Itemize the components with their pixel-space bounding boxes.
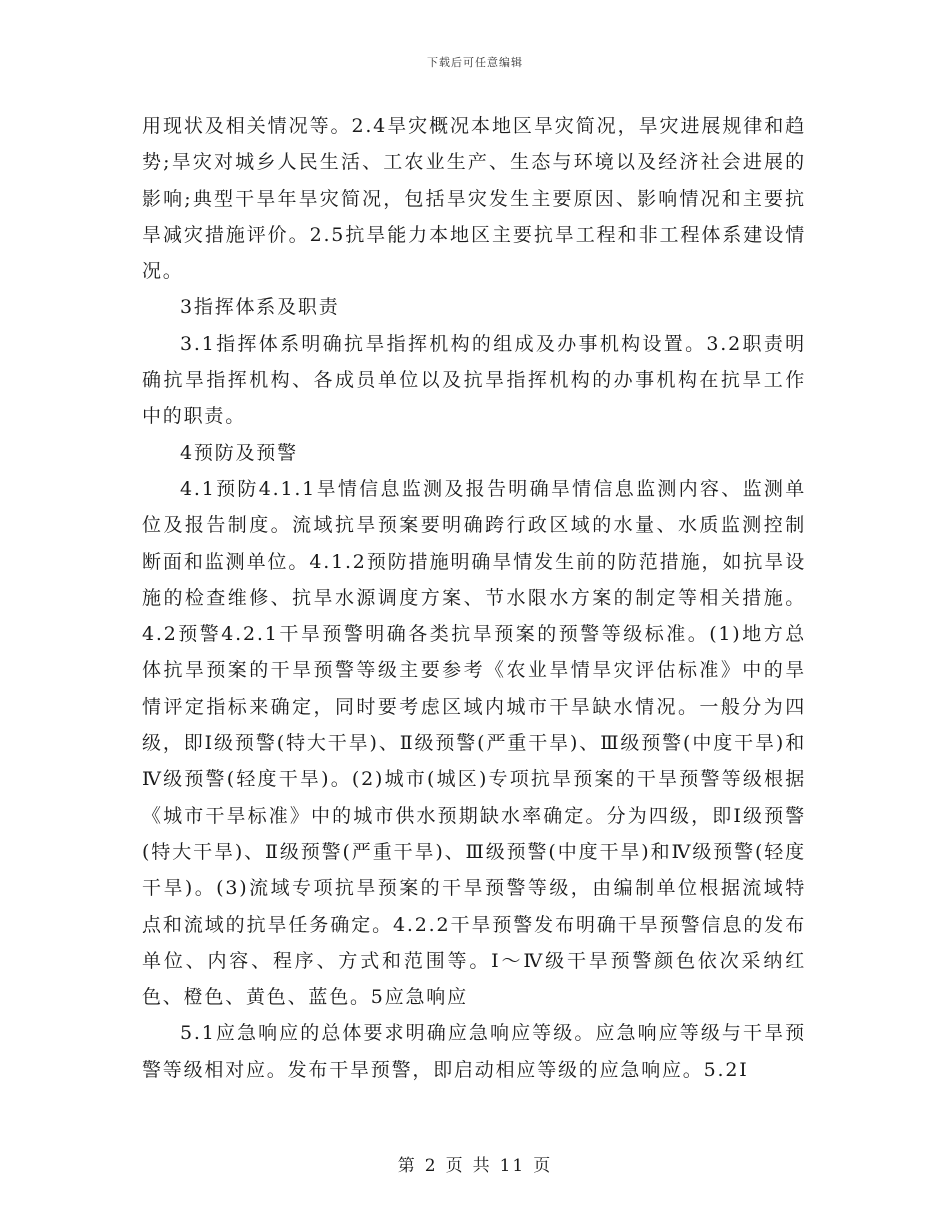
page-footer xyxy=(0,1151,950,1176)
footer-page-unit-end: 页 xyxy=(533,1156,553,1176)
paragraph-command-system: 3.1指挥体系明确抗旱指挥机构的组成及办事机构设置。3.2职责明确抗旱指挥机构、各成员单位以及抗旱指挥机构的办事机构在抗旱工作中的职责。 xyxy=(142,332,806,428)
section-heading-prevention-warning: 4预防及预警 xyxy=(180,441,298,464)
document-body xyxy=(142,108,806,1088)
footer-total-label: 共 xyxy=(472,1156,492,1176)
footer-page-unit: 页 xyxy=(445,1156,465,1176)
page-header: 下载后可任意编辑 xyxy=(427,56,523,69)
footer-total-pages: 11 xyxy=(499,1156,526,1176)
footer-page-label: 第 xyxy=(397,1156,417,1176)
section-heading-command-system: 3指挥体系及职责 xyxy=(180,296,340,319)
paragraph-prevention-warning: 4.1预防4.1.1旱情信息监测及报告明确旱情信息监测内容、监测单位及报告制度。流域抗旱预案要明确跨行政区域的水量、水质监测控制断面和监测单位。4.1.2预防措施明确旱情发生前的防范措施，如抗旱设施的检查维修、抗旱水源调度方案、节水限水方案的制定等相关措施。4.2预警4.2.1干旱预警明确各类抗旱预案的预警等级标准。(1)地方总体抗旱预案的干旱预警等级主要参考《农业旱情旱灾评估标准》中的旱情评定指标来确定，同时要考虑区域内城市干旱缺水情况。一般分为四级，即Ⅰ级预警(特大干旱)、Ⅱ级预警(严重干旱)、Ⅲ级预警(中度干旱)和Ⅳ级预警(轻度干旱)。(2)城市(城区)专项抗旱预案的干旱预警等级根据《城市干旱标准》中的城市供水预期缺水率确定。分为四级，即Ⅰ级预警(特大干旱)、Ⅱ级预警(严重干旱)、Ⅲ级预警(中度干旱)和Ⅳ级预警(轻度干旱)。(3)流域专项抗旱预案的干旱预警等级，由编制单位根据流域特点和流域的抗旱任务确定。4.2.2干旱预警发布明确干旱预警信息的发布单位、内容、程序、方式和范围等。Ⅰ～Ⅳ级干旱预警颜色依次采纳红色、橙色、黄色、蓝色。5应急响应 xyxy=(142,477,806,1009)
paragraph-emergency-response: 5.1应急响应的总体要求明确应急响应等级。应急响应等级与干旱预警等级相对应。发布干旱预警，即启动相应等级的应急响应。5.2Ⅰ xyxy=(142,1022,806,1081)
footer-current-page: 2 xyxy=(424,1156,438,1176)
paragraph-drought-overview: 用现状及相关情况等。2.4旱灾概况本地区旱灾简况，旱灾进展规律和趋势;旱灾对城乡人民生活、工农业生产、生态与环境以及经济社会进展的影响;典型干旱年旱灾简况，包括旱灾发生主要原因、影响情况和主要抗旱减灾措施评价。2.5抗旱能力本地区主要抗旱工程和非工程体系建设情况。 xyxy=(142,115,806,283)
